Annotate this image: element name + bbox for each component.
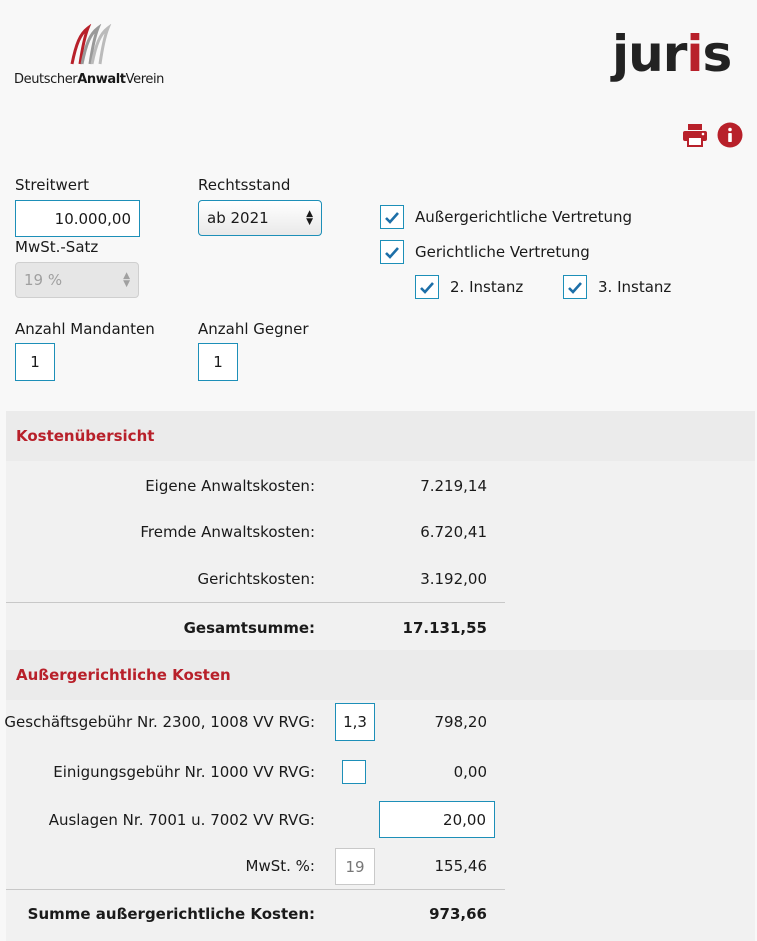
gerichtlich-label: Gerichtliche Vertretung [415, 243, 590, 261]
aussergerichtlich-label: Außergerichtliche Vertretung [415, 208, 633, 226]
mandanten-label: Anzahl Mandanten [15, 320, 155, 338]
gegner-label: Anzahl Gegner [198, 320, 309, 338]
streitwert-label: Streitwert [15, 176, 90, 194]
einigung-label: Einigungsgebühr Nr. 1000 VV RVG: [53, 763, 315, 781]
gericht-label: Gerichtskosten: [197, 570, 315, 588]
info-icon[interactable] [716, 121, 744, 149]
dav-logo [14, 24, 174, 90]
geschaeft-label: Geschäftsgebühr Nr. 2300, 1008 VV RVG: [4, 713, 315, 731]
dav-logo-icon [66, 24, 146, 70]
instanz3-label: 3. Instanz [598, 278, 672, 296]
ausser-mwst-value: 155,46 [434, 857, 487, 875]
ausser-section-header: Außergerichtliche Kosten [6, 650, 755, 700]
instanz2-label: 2. Instanz [450, 278, 524, 296]
summe-label: Summe außergerichtliche Kosten: [27, 905, 315, 923]
gesamt-label: Gesamtsumme: [183, 619, 315, 637]
rechtsstand-select[interactable] [198, 200, 322, 236]
gesamt-value: 17.131,55 [402, 619, 487, 637]
rechtsstand-label: Rechtsstand [198, 176, 291, 194]
mwst-satz-select [15, 262, 139, 298]
kosten-section-body [6, 461, 755, 650]
select-arrows-icon: ▲ ▼ [123, 271, 130, 289]
streitwert-input[interactable]: 10.000,00 [15, 200, 140, 237]
divider [6, 602, 505, 603]
auslagen-label: Auslagen Nr. 7001 u. 7002 VV RVG: [48, 811, 315, 829]
instanz2-checkbox[interactable] [415, 275, 439, 299]
ausser-mwst-label: MwSt. %: [245, 857, 315, 875]
checkmark-icon [567, 281, 583, 294]
ausser-mwst-rate: 19 [335, 848, 375, 885]
mandanten-input[interactable]: 1 [15, 343, 55, 381]
gerichtlich-checkbox[interactable] [380, 240, 404, 264]
select-arrows-icon: ▲ ▼ [306, 209, 313, 227]
checkmark-icon [384, 246, 400, 259]
gericht-value: 3.192,00 [420, 570, 487, 588]
auslagen-input[interactable]: 20,00 [379, 801, 495, 838]
kosten-section-header: Kostenübersicht [6, 411, 755, 461]
gegner-input[interactable]: 1 [198, 343, 238, 381]
fremde-value: 6.720,41 [420, 523, 487, 541]
geschaeft-value: 798,20 [434, 713, 487, 731]
divider [6, 889, 505, 890]
dav-logo-text: DeutscherAnwaltVerein [14, 72, 165, 87]
mwst-satz-label: MwSt.-Satz [15, 238, 99, 256]
mwst-satz-value: 19 % [24, 271, 63, 289]
instanz3-checkbox[interactable] [563, 275, 587, 299]
aussergerichtlich-checkbox[interactable] [380, 205, 404, 229]
einigung-checkbox[interactable] [342, 760, 366, 784]
eigene-value: 7.219,14 [420, 477, 487, 495]
rechtsstand-value: ab 2021 [207, 209, 269, 227]
juris-logo: juris [612, 25, 732, 83]
eigene-label: Eigene Anwaltskosten: [145, 477, 315, 495]
checkmark-icon [419, 281, 435, 294]
summe-value: 973,66 [429, 905, 487, 923]
einigung-value: 0,00 [453, 763, 487, 781]
geschaeft-factor-input[interactable]: 1,3 [335, 703, 375, 741]
print-icon[interactable] [681, 121, 709, 149]
fremde-label: Fremde Anwaltskosten: [140, 523, 315, 541]
checkmark-icon [384, 211, 400, 224]
